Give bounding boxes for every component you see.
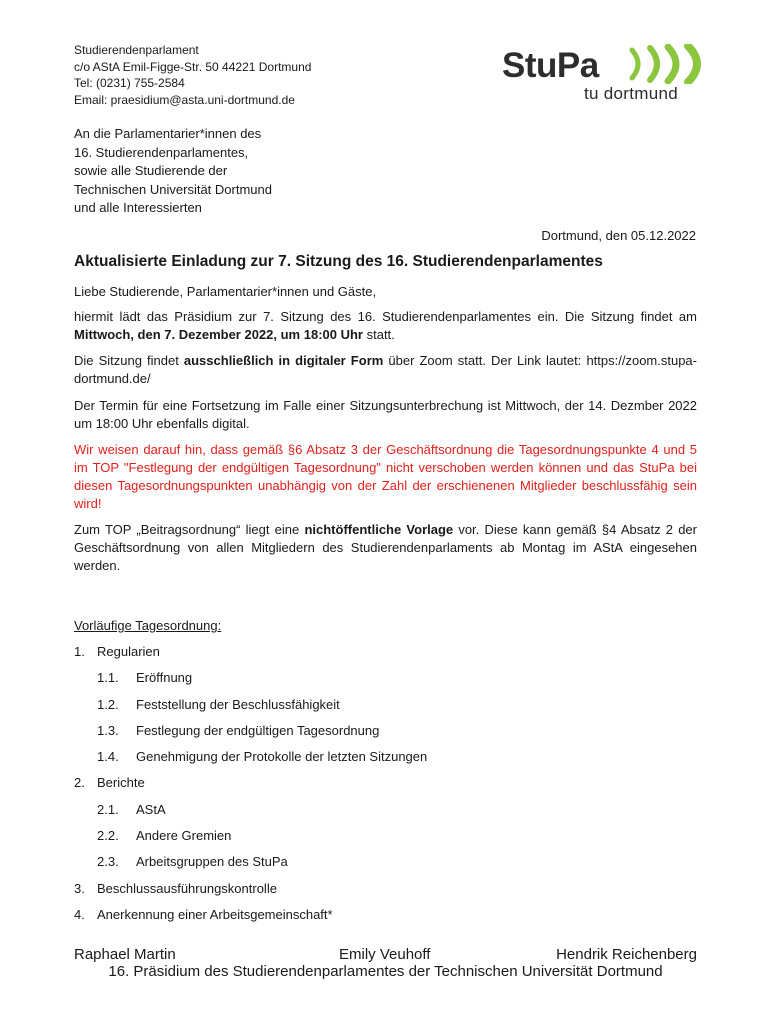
invitation-text-end: statt. <box>362 327 395 342</box>
signer-name: Emily Veuhoff <box>339 946 431 963</box>
agenda-item <box>74 775 427 801</box>
agenda-number: 2.2. <box>97 828 119 844</box>
agenda-title: Vorläufige Tagesordnung: <box>74 618 222 633</box>
logo-subtitle: tu dortmund <box>584 84 679 103</box>
sender-line: Tel: (0231) 755-2584 <box>74 76 185 90</box>
agenda-number: 1.3. <box>97 722 119 738</box>
recipient-line: und alle Interessierten <box>74 200 202 215</box>
letter-date: Dortmund, den 05.12.2022 <box>541 228 696 243</box>
agenda-label: Regularien <box>97 644 160 659</box>
logo-wordmark: StuPa <box>502 46 599 85</box>
agenda-subitem <box>74 697 427 723</box>
recipient-line: sowie alle Studierende der <box>74 163 228 178</box>
sound-waves-icon <box>610 44 710 84</box>
agenda-label: Andere Gremien <box>136 828 232 844</box>
agenda-number: 1. <box>74 644 85 659</box>
recipient-line: An die Parlamentarier*innen des <box>74 126 262 141</box>
agenda-subitem <box>74 828 427 854</box>
recipient-address <box>74 125 272 218</box>
agenda-label: Genehmigung der Protokolle der letzten Sitzungen <box>136 749 428 765</box>
agenda-list <box>74 644 427 933</box>
agenda-number: 2.1. <box>97 801 119 817</box>
agenda-number: 4. <box>74 906 85 922</box>
meeting-datetime: Mittwoch, den 7. Dezember 2022, um 18:00 Uhr <box>74 327 363 342</box>
signer-name: Raphael Martin <box>74 946 176 963</box>
agenda-subitem <box>74 723 427 749</box>
sender-line: c/o AStA Emil-Figge-Str. 50 44221 Dortmund <box>74 59 312 74</box>
agenda-label: Feststellung der Beschlussfähigkeit <box>136 696 340 712</box>
greeting: Liebe Studierende, Parlamentarier*innen und Gäste, <box>74 284 377 299</box>
agenda-label: Festlegung der endgültigen Tagesordnung <box>136 722 380 738</box>
agenda-subitem <box>74 749 427 775</box>
agenda-label: Eröffnung <box>136 670 193 686</box>
recipient-line: Technischen Universität Dortmund <box>74 181 272 197</box>
agenda-label: Arbeitsgruppen des StuPa <box>136 854 288 870</box>
agenda-item <box>74 907 427 933</box>
sender-line: Email: praesidium@asta.uni-dortmund.de <box>74 92 295 107</box>
agenda-number: 1.1. <box>97 670 119 686</box>
agenda-subitem <box>74 670 427 696</box>
agenda-number: 1.2. <box>97 696 119 712</box>
confidential-emphasis: nichtöffentliche Vorlage <box>304 522 454 537</box>
signer-name: Hendrik Reichenberg <box>556 946 697 963</box>
recipient-line: 16. Studierendenparlamentes, <box>74 144 249 160</box>
agenda-number: 2.3. <box>97 854 119 870</box>
paragraph-confidential <box>74 521 697 575</box>
sender-address <box>74 42 311 108</box>
agenda-item <box>74 644 427 670</box>
agenda-number: 2. <box>74 775 85 791</box>
agenda-label: Beschlussausführungskontrolle <box>97 880 277 896</box>
letter-title: Aktualisierte Einladung zur 7. Sitzung des 16. Studierendenparlamentes <box>74 253 603 270</box>
agenda-label: AStA <box>136 801 166 817</box>
agenda-subitem <box>74 854 427 880</box>
format-text-end: über Zoom statt. Der Link lautet: https://zoom.stupa-dortmund.de/ <box>74 353 697 386</box>
agenda-number: 3. <box>74 880 85 896</box>
sender-line: Studierendenparlament <box>74 43 199 57</box>
format-text: Die Sitzung findet <box>74 353 184 368</box>
presidium-line: 16. Präsidium des Studierendenparlamentes der Technischen Universität Dortmund <box>108 963 663 980</box>
invitation-text: hiermit lädt das Präsidium zur 7. Sitzung des 16. Studierendenparlamentes ein. Die Sitzung findet am <box>74 309 697 324</box>
format-emphasis: ausschließlich in digitaler Form <box>183 353 384 368</box>
confidential-text: Zum TOP „Beitragsordnung“ liegt eine <box>74 522 305 537</box>
agenda-item <box>74 881 427 907</box>
agenda-number: 1.4. <box>97 749 119 765</box>
paragraph-continuation: Der Termin für eine Fortsetzung im Falle einer Sitzungsunterbrechung ist Mittwoch, der 14. Dezmber 2022 um 18:00 Uhr ebenfalls digital. <box>74 398 697 431</box>
agenda-label: Anerkennung einer Arbeitsgemeinschaft* <box>97 906 333 922</box>
paragraph-invitation <box>74 308 697 344</box>
agenda-label: Berichte <box>97 775 145 791</box>
agenda-subitem <box>74 802 427 828</box>
paragraph-notice: Wir weisen darauf hin, dass gemäß §6 Absatz 3 der Geschäftsordnung die Tagesordnungspunkte 4 und 5 im TOP "Festlegung der endgültigen Tagesordnung" nicht verschoben werden können und das StuPa bei diesen Tagesordnungspunkten unabhängig von der Zahl der erschienenen Mitglieder beschlussfähig sein wird! <box>74 442 697 511</box>
confidential-text-end: vor. Diese kann gemäß §4 Absatz 2 der Geschäftsordnung von allen Mitgliedern des Studierendenparlaments ab Montag im AStA eingesehen werden. <box>74 522 697 573</box>
stupa-logo <box>500 42 710 108</box>
paragraph-format <box>74 352 697 388</box>
